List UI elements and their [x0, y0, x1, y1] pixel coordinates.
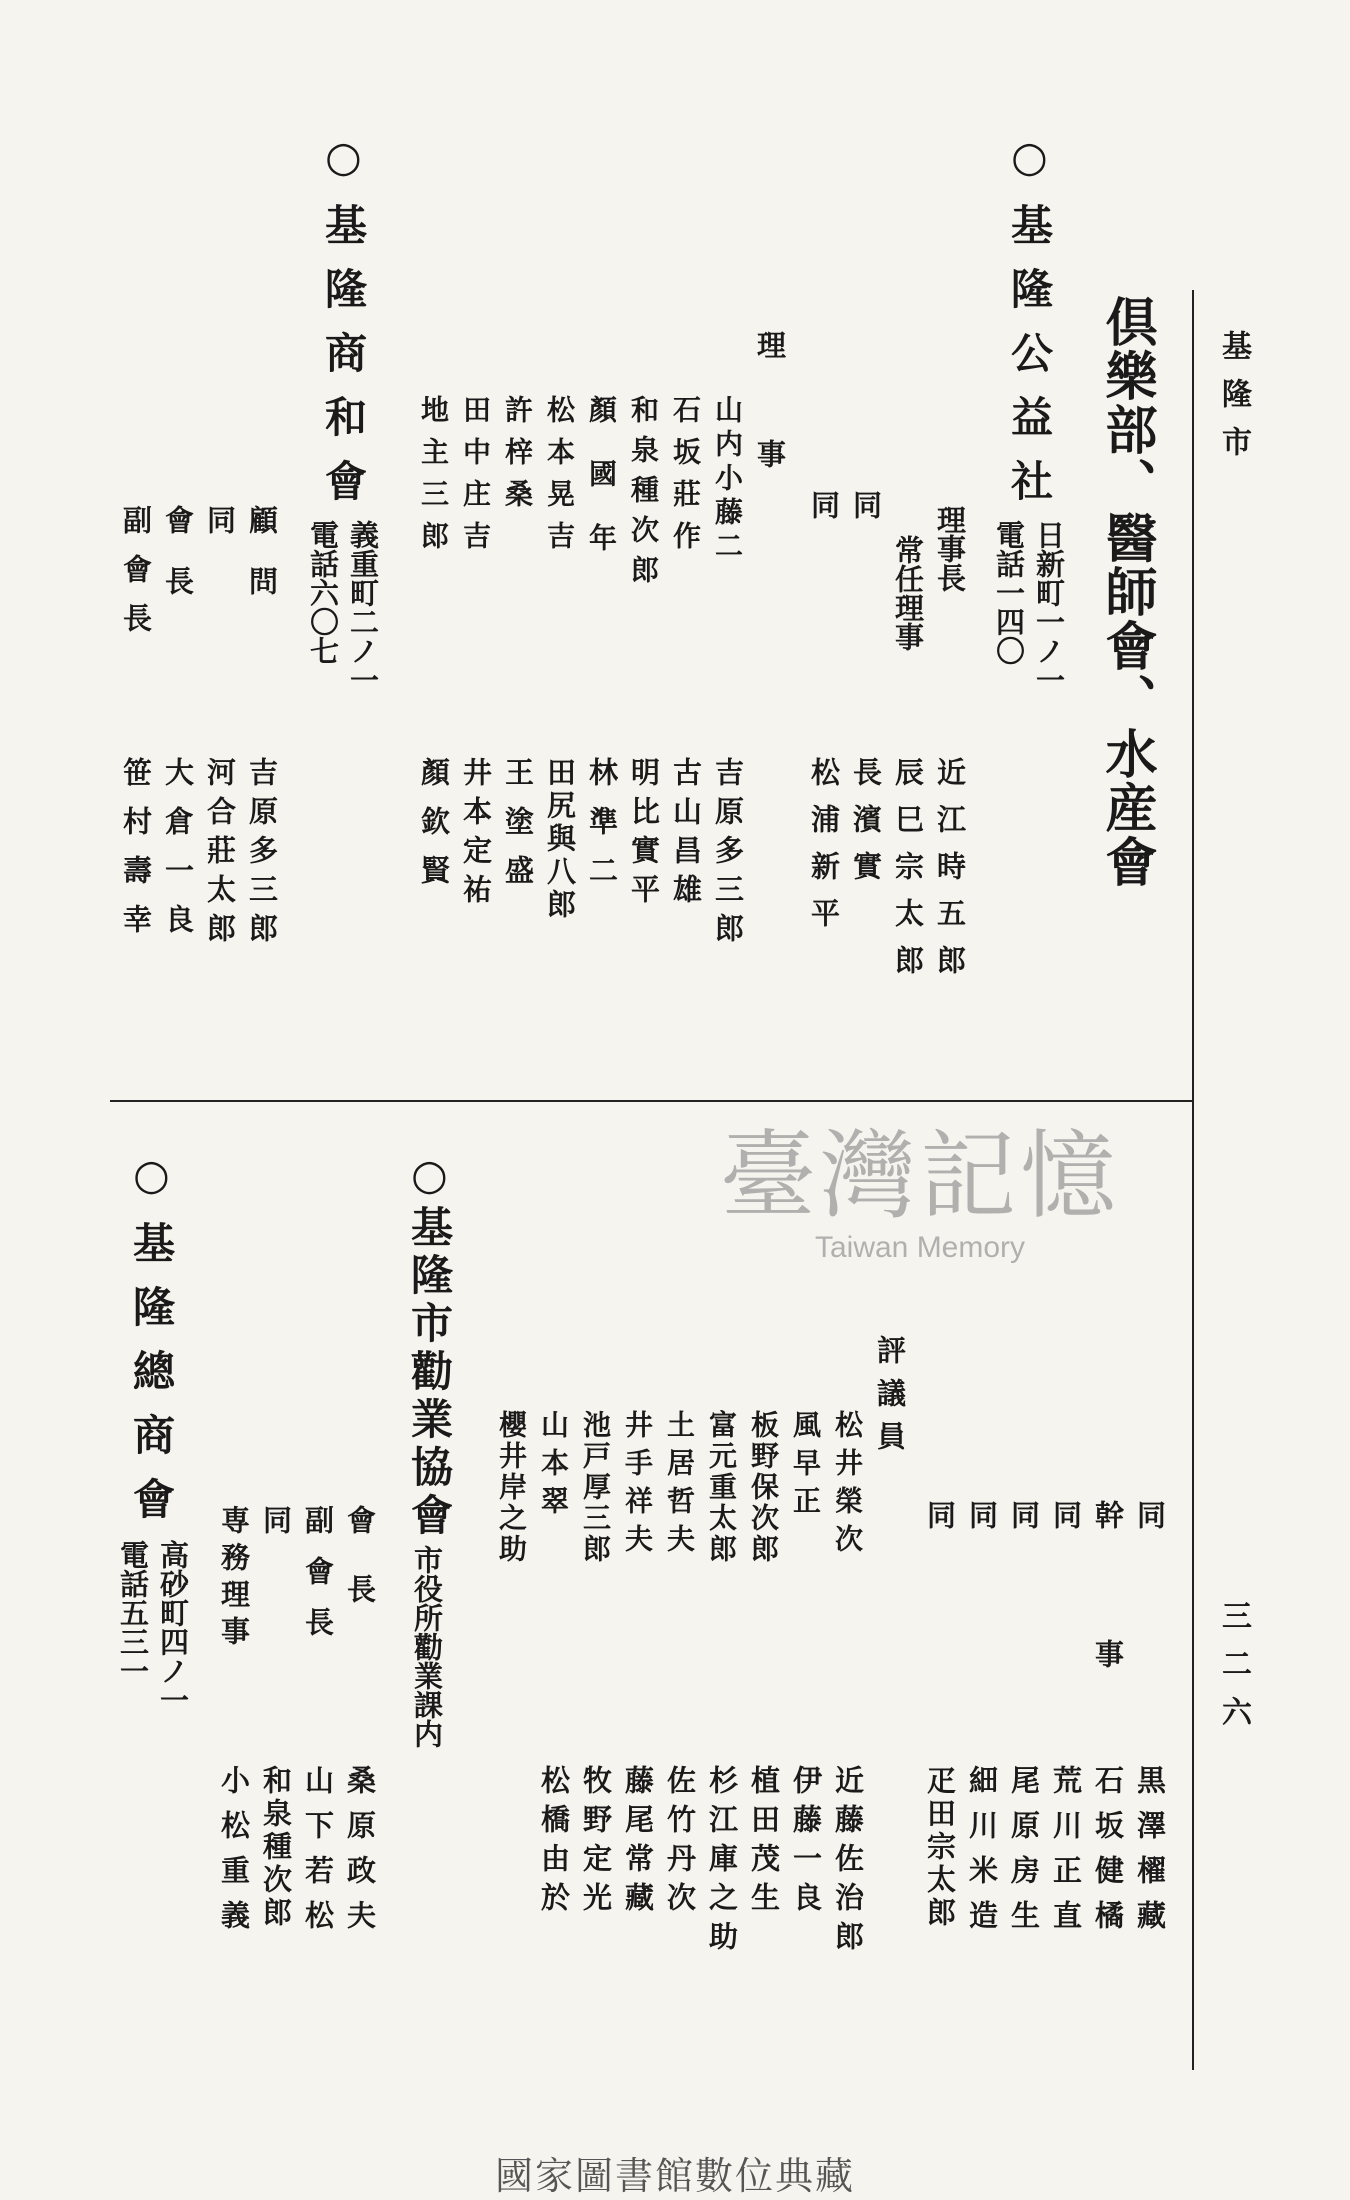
riji-member: 許梓桑 — [501, 395, 534, 521]
role-label: 會長 — [343, 1505, 377, 1643]
role-label: 會長 — [161, 505, 195, 627]
giin-name: 伊藤一良 — [789, 1765, 823, 1921]
org-name-soshokai: ○基隆總商會 — [127, 1150, 176, 1541]
role-label: 同 — [807, 490, 841, 519]
role-label: 副會長 — [119, 505, 153, 652]
giin-member: 井手祥夫 — [621, 1410, 654, 1562]
org-address-soshokai: 高砂町四ノ一 — [156, 1540, 190, 1714]
page-title: 倶樂部、醫師會、水産會 — [1096, 295, 1157, 889]
role-label: 同 — [923, 1500, 957, 1529]
org-name-showakai: ○基隆商和會 — [319, 132, 368, 523]
riji-name: 吉原多三郎 — [711, 757, 745, 952]
member-name: 松浦新平 — [807, 757, 841, 945]
giin-name: 松橋由於 — [537, 1765, 571, 1921]
role-label: 同 — [259, 1505, 293, 1534]
giin-member: 風早正 — [789, 1410, 822, 1524]
member-name: 和泉種次郎 — [259, 1765, 293, 1930]
member-name: 河合莊太郎 — [203, 757, 237, 952]
riji-member: 顏國年 — [585, 395, 618, 587]
giin-member: 富元重太郎 — [705, 1410, 738, 1565]
org-name-kouekisha: ○基隆公益社 — [1005, 132, 1054, 523]
giin-member: 土居哲夫 — [663, 1410, 696, 1562]
role-label: 同 — [849, 490, 883, 519]
role-label: 専務理事 — [217, 1505, 251, 1653]
giin-member: 板野保次郎 — [747, 1410, 780, 1565]
role-label: 同 — [1007, 1500, 1041, 1529]
member-name: 笹村壽幸 — [119, 757, 153, 953]
riji-member: 和泉種次郎 — [627, 395, 660, 595]
member-name: 長濱實 — [849, 757, 883, 898]
role-label: 同 — [1049, 1500, 1083, 1529]
member-name: 山下若松 — [301, 1765, 335, 1945]
role-label-riji: 理事 — [753, 330, 787, 548]
org-name-kangyo: ○基隆市勸業協會 — [405, 1150, 454, 1541]
watermark-text-en: Taiwan Memory — [814, 1231, 1026, 1264]
role-label-giin: 評議員 — [873, 1335, 907, 1464]
page-border-right — [1192, 290, 1194, 2070]
footer-credit: 國家圖書館數位典藏 — [494, 2154, 855, 2198]
giin-name: 杉江庫之助 — [705, 1765, 739, 1960]
member-name: 荒川正直 — [1049, 1765, 1083, 1945]
watermark-text-cn: 臺灣記憶 — [720, 1120, 1120, 1232]
org-address-kouekisha: 日新町一ノ一 — [1032, 520, 1066, 694]
org-address-kangyo: 市役所勸業課内 — [410, 1545, 444, 1748]
org-phone-showakai: 電話六〇七 — [306, 520, 340, 665]
giin-name: 近藤佐治郎 — [831, 1765, 865, 1960]
org-phone-soshokai: 電話五三一 — [116, 1540, 150, 1685]
page-number: 三二六 — [1216, 1600, 1251, 1744]
member-name: 疋田宗太郎 — [923, 1765, 957, 1930]
role-label: 副會長 — [301, 1505, 335, 1658]
role-label: 同 — [1133, 1500, 1167, 1529]
giin-name: 佐竹丹次 — [663, 1765, 697, 1921]
section-divider — [110, 1100, 1192, 1102]
role-label: 理事長 — [933, 505, 967, 592]
member-name: 石坂健橘 — [1091, 1765, 1125, 1945]
riji-name: 古山昌雄 — [669, 757, 703, 913]
member-name: 黒澤櫂藏 — [1133, 1765, 1167, 1945]
watermark-logo — [660, 1100, 1180, 1265]
giin-name: 牧野定光 — [579, 1765, 613, 1921]
member-name: 尾原房生 — [1007, 1765, 1041, 1945]
riji-name: 林準二 — [585, 757, 619, 904]
riji-name: 井本定祐 — [459, 757, 493, 913]
running-header: 基隆市 — [1216, 330, 1251, 474]
org-address-showakai: 義重町二ノ一 — [346, 520, 380, 694]
role-label: 幹事 — [1091, 1500, 1125, 1778]
member-name: 細川米造 — [965, 1765, 999, 1945]
role-label: 顧問 — [245, 505, 279, 627]
member-name: 小松重義 — [217, 1765, 251, 1945]
giin-member: 櫻井岸之助 — [495, 1410, 528, 1565]
role-label: 同 — [203, 505, 237, 534]
member-name: 辰巳宗太郎 — [891, 757, 925, 992]
giin-name: 植田茂生 — [747, 1765, 781, 1921]
riji-member: 石坂莊作 — [669, 395, 702, 563]
member-name: 近江時五郎 — [933, 757, 967, 992]
riji-member: 松本晃吉 — [543, 395, 576, 563]
riji-member: 山内小藤二 — [711, 395, 744, 565]
riji-member: 田中庄吉 — [459, 395, 492, 563]
role-label: 常任理事 — [891, 535, 925, 651]
riji-member: 地主三郎 — [417, 395, 450, 563]
member-name: 吉原多三郎 — [245, 757, 279, 952]
riji-name: 顏欽賢 — [417, 757, 451, 904]
riji-name: 明比實平 — [627, 757, 661, 913]
giin-name: 藤尾常藏 — [621, 1765, 655, 1921]
riji-name: 田尻與八郎 — [543, 757, 577, 922]
giin-member: 山本翠 — [537, 1410, 570, 1524]
org-phone-kouekisha: 電話一四〇 — [992, 520, 1026, 665]
giin-member: 池戸厚三郎 — [579, 1410, 612, 1565]
role-label: 同 — [965, 1500, 999, 1529]
riji-name: 王塗盛 — [501, 757, 535, 904]
member-name: 大倉一良 — [161, 757, 195, 953]
member-name: 桑原政夫 — [343, 1765, 377, 1945]
giin-member: 松井榮次 — [831, 1410, 864, 1562]
